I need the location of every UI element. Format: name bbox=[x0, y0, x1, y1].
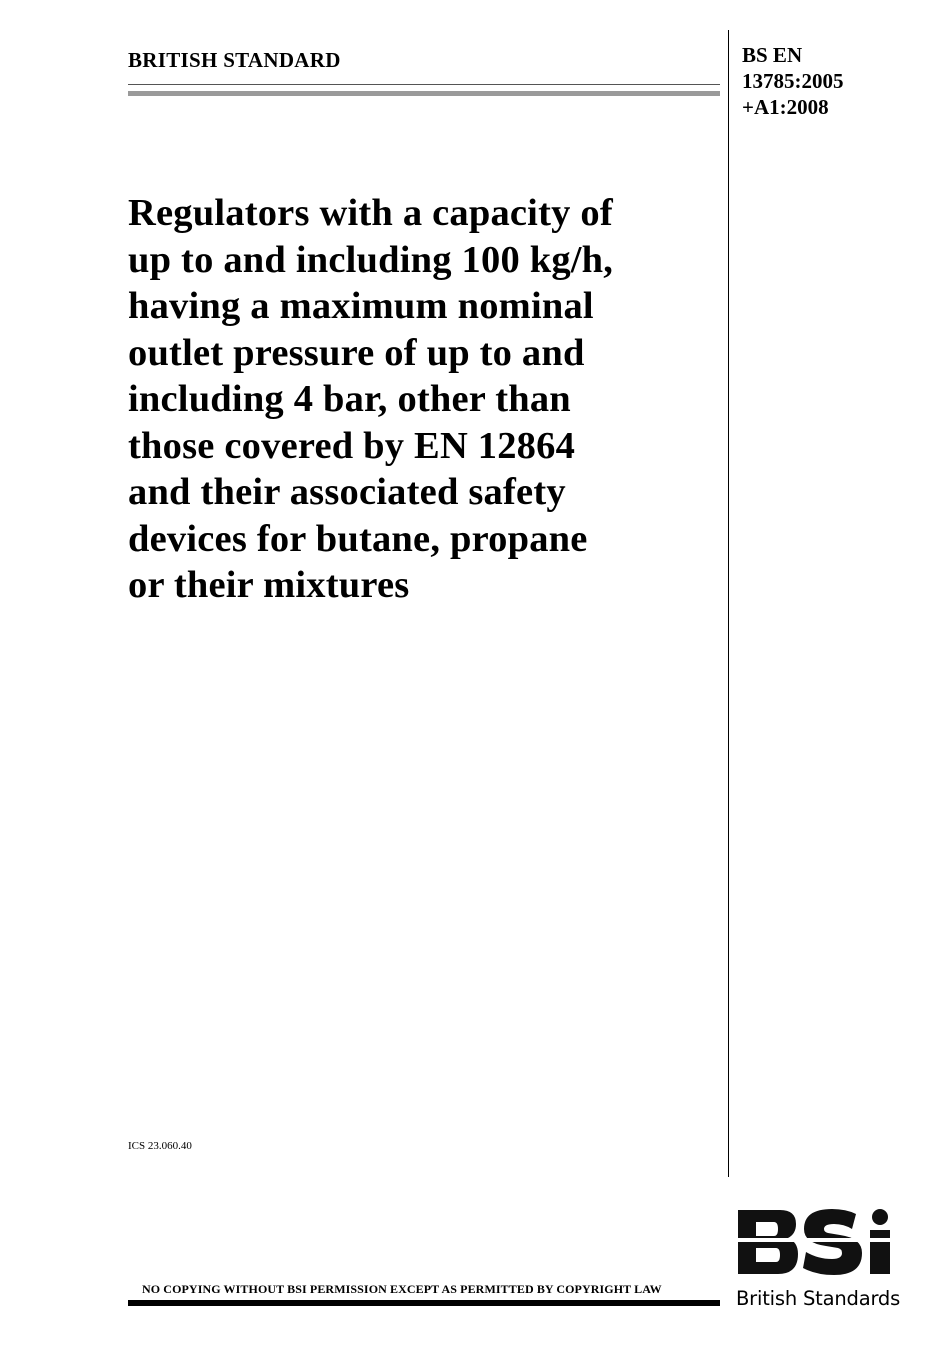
title-line: including 4 bar, other than bbox=[128, 378, 571, 420]
footer-rule bbox=[128, 1300, 720, 1306]
title-line: outlet pressure of up to and bbox=[128, 331, 585, 374]
document-title bbox=[128, 190, 723, 609]
header-rule-thin bbox=[128, 84, 720, 85]
copyright-notice: NO COPYING WITHOUT BSI PERMISSION EXCEPT AS PERMITTED BY COPYRIGHT LAW bbox=[142, 1282, 662, 1296]
standard-number bbox=[742, 42, 844, 120]
title-line: having a maximum nominal bbox=[128, 285, 594, 327]
standard-number-line: BS EN bbox=[742, 43, 803, 67]
title-line: devices for butane, propane bbox=[128, 517, 588, 560]
standard-number-line: 13785:2005 bbox=[742, 69, 844, 93]
header-rule-thick bbox=[128, 91, 720, 96]
title-line: Regulators with a capacity of bbox=[128, 192, 613, 234]
title-line: and their associated safety bbox=[128, 471, 566, 513]
title-line: or their mixtures bbox=[128, 564, 410, 606]
title-line: up to and including 100 kg/h, bbox=[128, 238, 614, 281]
column-divider bbox=[728, 30, 729, 1177]
standard-number-line: +A1:2008 bbox=[742, 95, 829, 119]
bsi-logo-caption: British Standards bbox=[736, 1287, 901, 1310]
title-line: those covered by EN 12864 bbox=[128, 424, 576, 467]
ics-code: ICS 23.060.40 bbox=[128, 1140, 192, 1152]
document-class-label: BRITISH STANDARD bbox=[128, 48, 341, 72]
